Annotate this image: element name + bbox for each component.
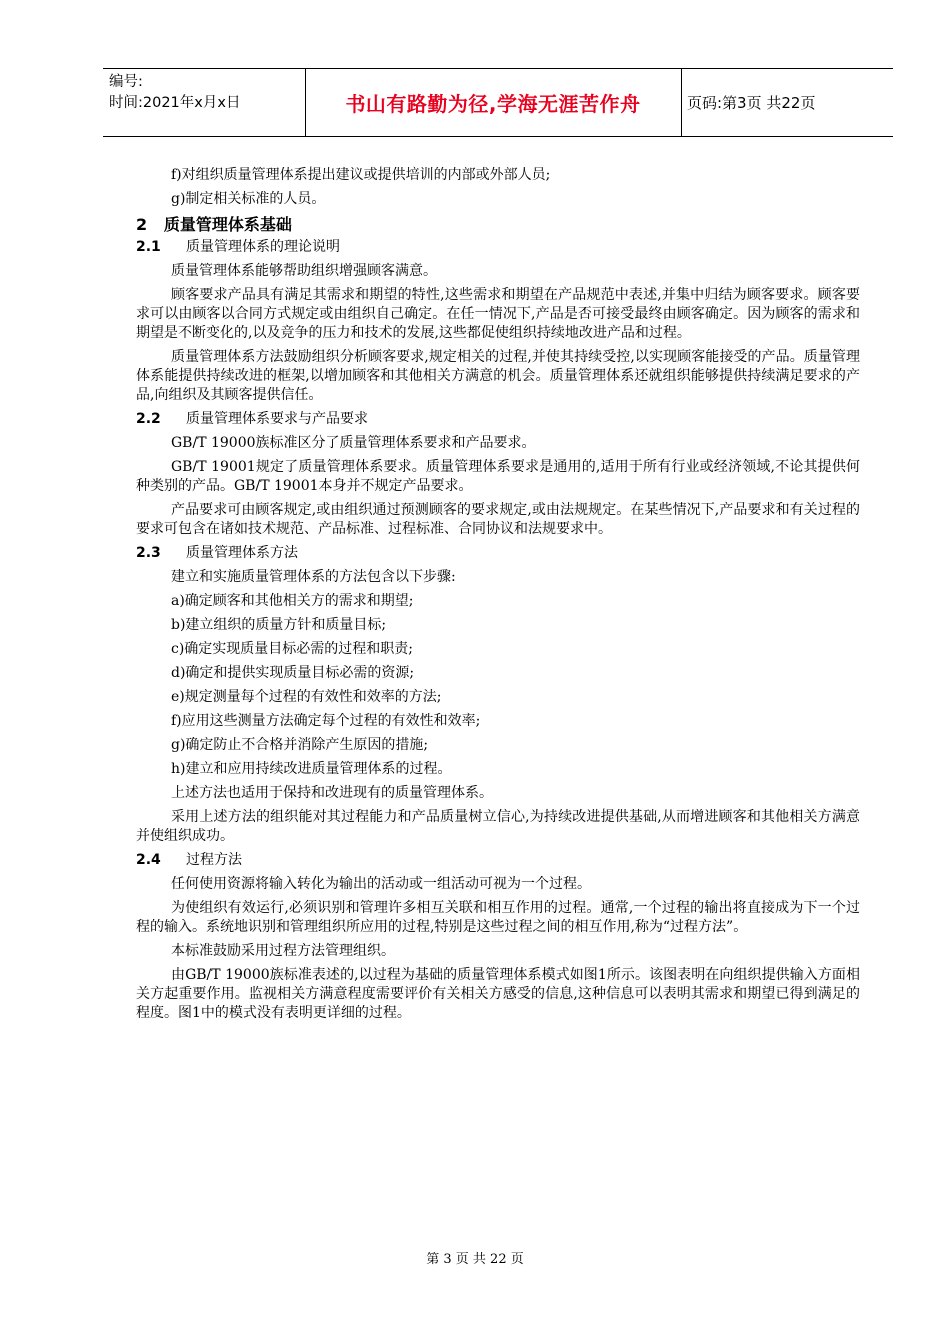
section-title: 质量管理体系基础 [163,215,292,234]
paragraph: 为使组织有效运行,必须识别和管理许多相互关联和相互作用的过程。通常,一个过程的输出将直接成为下一个过程的输入。系统地识别和管理组织所应用的过程,特别是这些过程之间的相互作用,称为“过程方法”。 [136,900,860,935]
paragraph: 采用上述方法的组织能对其过程能力和产品质量树立信心,为持续改进提供基础,从而增进顾客和其他相关方满意并使组织成功。 [136,809,860,844]
paragraph: 质量管理体系方法鼓励组织分析顾客要求,规定相关的过程,并使其持续受控,以实现顾客能接受的产品。质量管理体系能提供持续改进的框架,以增加顾客和其他相关方满意的机会。质量管理体系还就组织能够提供持续满足要求的产品,向组织及其顾客提供信任。 [136,349,860,403]
header-time-label: 时间:2021年x月x日 [109,95,241,111]
subsection-number: 2.2 [136,411,161,427]
list-item: b)建立组织的质量方针和质量目标; [171,617,387,633]
subsection-title: 质量管理体系方法 [186,545,298,561]
header-divider-right [681,69,682,136]
list-item: e)规定测量每个过程的有效性和效率的方法; [171,689,442,705]
paragraph: 本标准鼓励采用过程方法管理组织。 [171,943,395,959]
subsection-heading-2-4 [136,851,860,870]
list-item: f)应用这些测量方法确定每个过程的有效性和效率; [171,713,481,729]
header-meta [109,72,304,114]
paragraph: 产品要求可由顾客规定,或由组织通过预测顾客的要求规定,或由法规规定。在某些情况下,产品要求和有关过程的要求可包含在诸如技术规范、产品标准、过程标准、合同协议和法规要求中。 [136,502,860,537]
subsection-number: 2.3 [136,545,161,561]
list-item: c)确定实现质量目标必需的过程和职责; [171,641,414,657]
page-header [103,68,893,137]
list-item: d)确定和提供实现质量目标必需的资源; [171,665,415,681]
paragraph: 顾客要求产品具有满足其需求和期望的特性,这些需求和期望在产品规范中表述,并集中归结为顾客要求。顾客要求可以由顾客以合同方式规定或由组织自己确定。在任一情况下,产品是否可接受最终由顾客确定。因为顾客的需求和期望是不断变化的,以及竞争的压力和技术的发展,这些都促使组织持续地改进产品和过程。 [136,287,860,341]
paragraph: 由GB/T 19000族标准表述的,以过程为基础的质量管理体系模式如图1所示。该图表明在向组织提供输入方面相关方起重要作用。监视相关方满意程度需要评价有关相关方感受的信息,这种信息可以表明其需求和期望已得到满足的程度。图1中的模式没有表明更详细的过程。 [136,967,860,1021]
header-number-label: 编号: [109,74,143,90]
document-body [136,166,860,1028]
subsection-heading-2-1 [136,238,860,257]
paragraph: 任何使用资源将输入转化为输出的活动或一组活动可视为一个过程。 [171,876,591,892]
subsection-title: 质量管理体系要求与产品要求 [186,411,368,427]
subsection-title: 过程方法 [186,852,242,868]
list-item: a)确定顾客和其他相关方的需求和期望; [171,593,414,609]
paragraph: 质量管理体系能够帮助组织增强顾客满意。 [171,263,437,279]
page-footer: 第 3 页 共 22 页 [426,1252,524,1267]
subsection-heading-2-2 [136,410,860,429]
section-number: 2 [136,215,148,234]
paragraph: 上述方法也适用于保持和改进现有的质量管理体系。 [171,785,493,801]
paragraph: GB/T 19001规定了质量管理体系要求。质量管理体系要求是通用的,适用于所有行业或经济领域,不论其提供何种类别的产品。GB/T 19001本身并不规定产品要求。 [136,459,860,494]
list-item: g)确定防止不合格并消除产生原因的措施; [171,737,429,753]
subsection-heading-2-3 [136,544,860,563]
subsection-number: 2.1 [136,239,161,255]
list-item: g)制定相关标准的人员。 [171,191,326,207]
subsection-title: 质量管理体系的理论说明 [186,239,340,255]
header-page-code: 页码:第3页 共22页 [687,94,816,112]
list-item: h)建立和应用持续改进质量管理体系的过程。 [171,761,452,777]
list-item: f)对组织质量管理体系提出建议或提供培训的内部或外部人员; [171,167,551,183]
section-heading-2 [136,214,860,236]
paragraph: 建立和实施质量管理体系的方法包含以下步骤: [171,569,456,585]
paragraph: GB/T 19000族标准区分了质量管理体系要求和产品要求。 [171,435,536,451]
subsection-number: 2.4 [136,852,161,868]
header-motto: 书山有路勤为径,学海无涯苦作舟 [345,92,641,116]
